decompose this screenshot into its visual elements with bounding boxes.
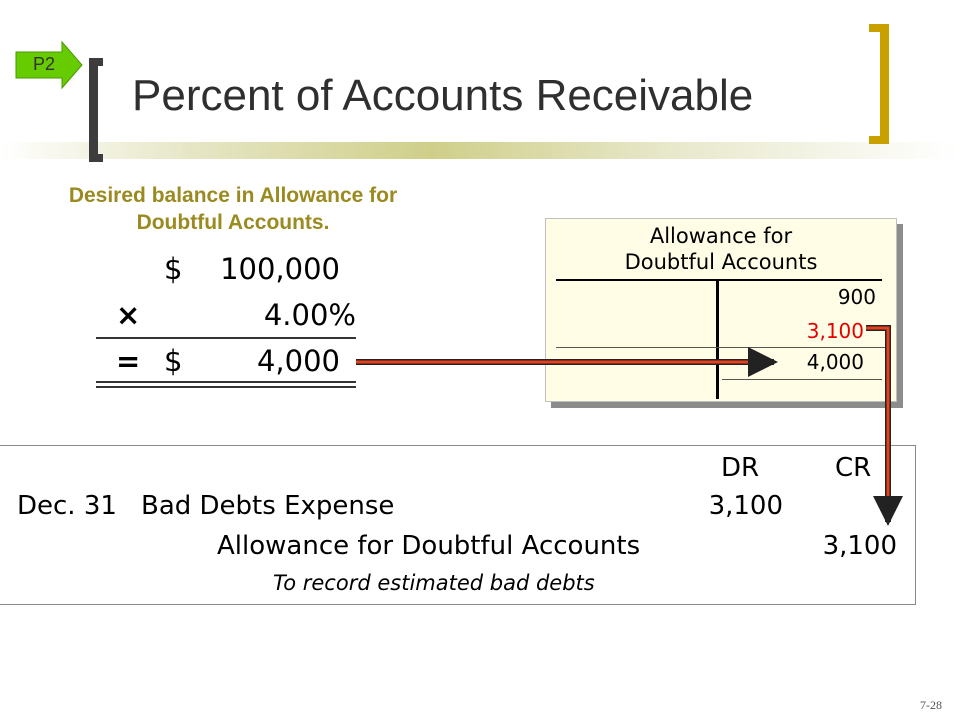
subtitle — [20, 182, 446, 236]
t-account-card — [545, 218, 897, 402]
calc-dollar-sign-1: $ — [164, 252, 183, 286]
t-account-underline — [722, 379, 882, 380]
journal-memo: To record estimated bad debts — [273, 571, 595, 595]
calc-percent-value: 4.00% — [263, 298, 356, 332]
t-account-title-line-2: Doubtful Accounts — [624, 250, 818, 274]
t-account-entry-opening: 900 — [837, 285, 876, 309]
subtitle-line-2: Doubtful Accounts. — [136, 211, 330, 234]
journal-entry-box — [0, 445, 916, 605]
journal-date: Dec. 31 — [17, 491, 117, 521]
calc-dollar-sign-2: $ — [164, 344, 183, 378]
t-account-title-line-1: Allowance for — [649, 224, 793, 248]
t-account-balance-line — [556, 347, 886, 348]
p2-badge-label: P2 — [32, 54, 56, 74]
right-bracket-decoration — [869, 24, 889, 144]
calc-divider — [96, 337, 356, 339]
calc-double-underline-top — [96, 381, 356, 383]
t-account-entry-adjustment: 3,100 — [806, 319, 864, 343]
title-underline-bar — [0, 142, 960, 159]
t-account-entry-ending: 4,000 — [806, 350, 864, 374]
t-account-horizontal-line — [556, 279, 882, 281]
calc-double-underline-bottom — [96, 386, 356, 388]
slide-number: 7-28 — [920, 698, 942, 712]
calc-receivables-value: 100,000 — [220, 252, 340, 286]
t-account-vertical-line — [716, 279, 719, 399]
subtitle-line-1: Desired balance in Allowance for — [68, 184, 398, 207]
journal-credit-account: Allowance for Doubtful Accounts — [217, 531, 641, 561]
page-title: Percent of Accounts Receivable — [132, 71, 754, 120]
journal-cr-header: CR — [835, 453, 872, 483]
calc-multiply-symbol: × — [116, 298, 141, 332]
calc-result-value: 4,000 — [256, 344, 340, 378]
calc-equals-symbol: = — [116, 344, 141, 378]
journal-debit-account: Bad Debts Expense — [141, 491, 395, 521]
left-bracket-decoration — [89, 58, 103, 162]
journal-credit-amount: 3,100 — [822, 531, 897, 561]
journal-dr-header: DR — [721, 453, 760, 483]
journal-debit-amount: 3,100 — [708, 491, 783, 521]
